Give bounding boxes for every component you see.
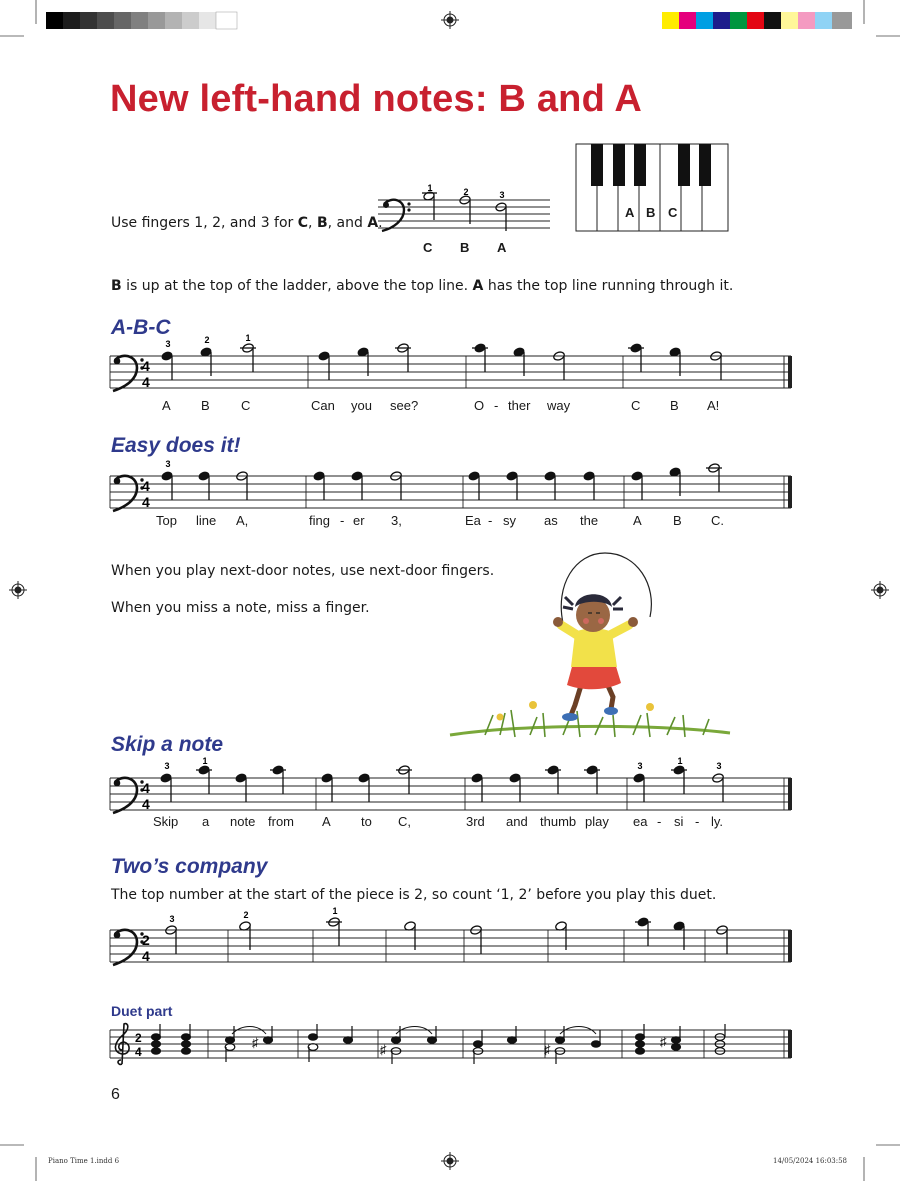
easy-staff bbox=[108, 458, 798, 518]
grayscale-bar bbox=[46, 12, 237, 29]
skip-lyric-14: - bbox=[695, 814, 700, 829]
twos-notes bbox=[165, 917, 729, 954]
page-title: New left-hand notes: B and A bbox=[110, 78, 642, 120]
twos-time-bottom: 4 bbox=[142, 948, 150, 964]
example-letter-b: B bbox=[460, 240, 470, 255]
intro-end: . bbox=[378, 215, 383, 231]
duet-label: Duet part bbox=[111, 1003, 173, 1019]
skip-bass-clef-icon bbox=[113, 778, 144, 813]
example-finger-3: 3 bbox=[499, 190, 505, 200]
abc-lyric-6: O bbox=[474, 398, 485, 413]
skip-lyric-2: note bbox=[230, 814, 256, 829]
svg-text:♯: ♯ bbox=[544, 1042, 551, 1057]
twos-staff bbox=[108, 906, 798, 972]
duet-time-bottom: 4 bbox=[135, 1045, 142, 1059]
duet-time-top: 2 bbox=[135, 1031, 142, 1045]
abc-finger-1: 3 bbox=[165, 339, 171, 349]
color-bar bbox=[662, 12, 852, 29]
skip-lyric-5: to bbox=[361, 814, 372, 829]
twos-intro: The top number at the start of the piece is 2, so count ‘1, 2’ before you play this duet. bbox=[111, 887, 717, 903]
abc-lyric-11: B bbox=[670, 398, 679, 413]
twos-bass-clef-icon bbox=[113, 930, 144, 965]
easy-lyric-7: Ea bbox=[465, 513, 481, 528]
easy-lyric-2: A, bbox=[236, 513, 249, 528]
skip-lyric-10: play bbox=[585, 814, 609, 829]
abc-finger-2: 2 bbox=[204, 335, 210, 345]
skip-staff bbox=[108, 756, 798, 820]
easy-lyric-14: C. bbox=[711, 513, 724, 528]
easy-lyric-11: the bbox=[580, 513, 599, 528]
intro-note-a: A bbox=[367, 215, 379, 231]
easy-bass-clef-icon bbox=[113, 476, 144, 511]
abc-lyric-1: B bbox=[201, 398, 210, 413]
skip-time-top: 4 bbox=[142, 780, 150, 796]
description-text bbox=[111, 278, 733, 294]
skip-finger-3: 3 bbox=[637, 761, 643, 771]
example-letter-a: A bbox=[497, 240, 507, 255]
easy-lyric-5: er bbox=[353, 513, 365, 528]
abc-lyric-5: see? bbox=[390, 398, 419, 413]
abc-lyric-12: A! bbox=[707, 398, 720, 413]
abc-time-bottom: 4 bbox=[142, 374, 150, 390]
skip-finger-2: 1 bbox=[202, 756, 208, 766]
twos-finger-1: 3 bbox=[169, 914, 175, 924]
skip-finger-4: 1 bbox=[677, 756, 683, 766]
skip-finger-1: 3 bbox=[164, 761, 170, 771]
abc-notes bbox=[161, 343, 722, 380]
easy-finger-1: 3 bbox=[165, 459, 171, 469]
abc-bass-clef-icon bbox=[113, 356, 144, 391]
key-label-a: A bbox=[625, 205, 635, 220]
svg-text:♯: ♯ bbox=[252, 1035, 259, 1050]
easy-lyric-6: 3, bbox=[391, 513, 402, 528]
tip-miss-note: When you miss a note, miss a finger. bbox=[111, 600, 370, 616]
abc-finger-3: 1 bbox=[245, 333, 251, 343]
skip-lyric-0: Skip bbox=[153, 814, 179, 829]
skip-lyric-15: ly. bbox=[711, 814, 724, 829]
abc-lyric-10: C bbox=[631, 398, 641, 413]
skip-lyric-12: - bbox=[657, 814, 662, 829]
twos-finger-3: 1 bbox=[332, 906, 338, 916]
skip-lyric-7: 3rd bbox=[466, 814, 485, 829]
abc-staff bbox=[108, 333, 798, 398]
abc-lyric-4: you bbox=[351, 398, 372, 413]
easy-lyric-4: - bbox=[340, 513, 345, 528]
easy-lyric-9: sy bbox=[503, 513, 516, 528]
skip-time-bottom: 4 bbox=[142, 796, 150, 812]
key-label-b: B bbox=[646, 205, 656, 220]
abc-time-top: 4 bbox=[142, 358, 150, 374]
example-finger-1: 1 bbox=[427, 183, 433, 193]
page-number: 6 bbox=[111, 1086, 120, 1103]
abc-lyric-7: - bbox=[494, 398, 499, 413]
abc-lyric-3: Can bbox=[311, 398, 335, 413]
easy-lyric-0: Top bbox=[156, 513, 177, 528]
abc-lyric-8: ther bbox=[508, 398, 531, 413]
skip-lyric-1: a bbox=[202, 814, 210, 829]
skip-lyric-3: from bbox=[268, 814, 294, 829]
description-note-a: A bbox=[472, 278, 484, 294]
twos-time-top: 2 bbox=[142, 932, 150, 948]
easy-time-bottom: 4 bbox=[142, 494, 150, 510]
footer-timestamp: 14/05/2024 16:03:58 bbox=[773, 1157, 848, 1165]
description-note-b: B bbox=[111, 278, 122, 294]
grass-icon bbox=[450, 701, 730, 737]
tip-next-door: When you play next-door notes, use next-door fingers. bbox=[111, 563, 495, 579]
footer-file: Piano Time 1.indd 6 bbox=[48, 1157, 120, 1165]
skip-finger-5: 3 bbox=[716, 761, 722, 771]
duet-staff bbox=[108, 1020, 798, 1070]
easy-lyric-1: line bbox=[196, 513, 217, 528]
abc-lyric-9: way bbox=[547, 398, 571, 413]
abc-lyric-0: A bbox=[162, 398, 171, 413]
easy-lyric-13: B bbox=[673, 513, 682, 528]
description-part1: is up at the top of the ladder, above the top line. bbox=[121, 278, 473, 294]
skip-lyric-6: C, bbox=[398, 814, 411, 829]
easy-lyric-8: - bbox=[488, 513, 493, 528]
example-letter-c: C bbox=[423, 240, 433, 255]
example-finger-2: 2 bbox=[463, 187, 469, 197]
key-label-c: C bbox=[668, 205, 678, 220]
easy-time-top: 4 bbox=[142, 478, 150, 494]
intro-sep2: , and bbox=[327, 215, 368, 231]
intro-text bbox=[111, 215, 383, 231]
skip-title: Skip a note bbox=[111, 733, 224, 756]
abc-lyric-2: C bbox=[241, 398, 251, 413]
easy-lyric-12: A bbox=[633, 513, 642, 528]
girl-figure-icon bbox=[553, 594, 638, 721]
intro-note-b: B bbox=[316, 215, 328, 231]
svg-text:♯: ♯ bbox=[660, 1034, 667, 1049]
easy-notes bbox=[161, 463, 722, 500]
example-bass-clef-icon bbox=[382, 200, 411, 231]
twos-finger-2: 2 bbox=[243, 910, 249, 920]
intro-note-c: C bbox=[297, 215, 309, 231]
intro-lead: Use fingers 1, 2, and 3 for bbox=[111, 215, 298, 231]
svg-text:♯: ♯ bbox=[380, 1042, 387, 1057]
description-part2: has the top line running through it. bbox=[483, 278, 734, 294]
abc-title: A-B-C bbox=[111, 316, 171, 339]
intro-sep1: , bbox=[308, 215, 317, 231]
skipping-girl-illustration bbox=[445, 545, 735, 750]
easy-lyric-3: fing bbox=[309, 513, 330, 528]
skip-lyric-13: si bbox=[674, 814, 684, 829]
skip-lyric-4: A bbox=[322, 814, 331, 829]
easy-lyric-10: as bbox=[544, 513, 558, 528]
skip-lyric-11: ea bbox=[633, 814, 648, 829]
easy-title: Easy does it! bbox=[111, 434, 241, 457]
skip-lyric-8: and bbox=[506, 814, 528, 829]
twos-title: Two’s company bbox=[111, 855, 268, 878]
skip-lyric-9: thumb bbox=[540, 814, 577, 829]
